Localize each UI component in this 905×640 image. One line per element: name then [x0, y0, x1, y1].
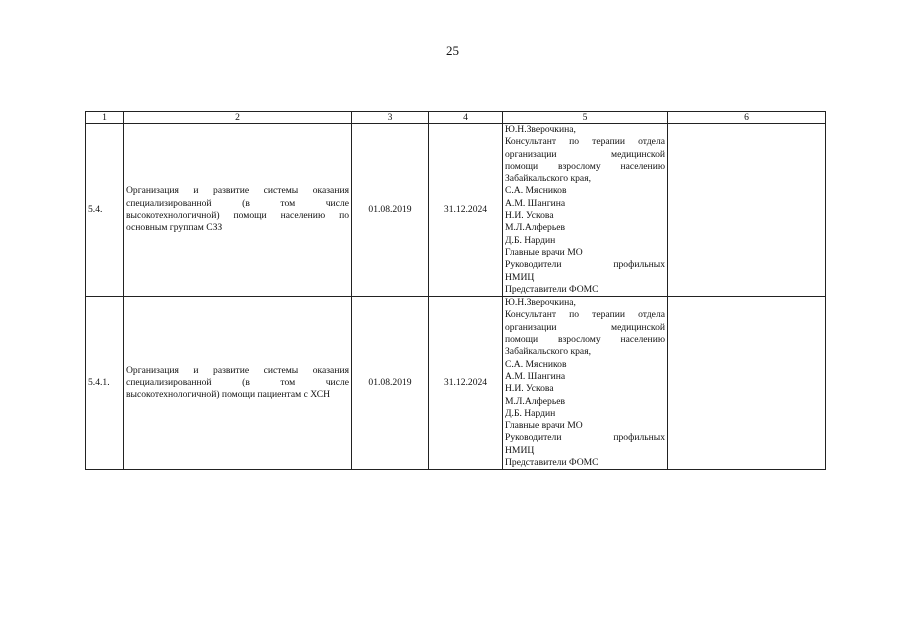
responsible-line: А.М. Шангина: [505, 197, 566, 209]
responsible-line: помощи взрослому населению: [505, 160, 665, 172]
responsible-line: Консультант по терапии отдела: [505, 309, 665, 321]
notes-cell: [668, 297, 826, 470]
responsible-line: Представители ФОМС: [505, 457, 599, 469]
responsible-line: НМИЦ: [505, 444, 535, 456]
activity-plan-table: [85, 111, 826, 470]
start-date: 01.08.2019: [352, 297, 429, 470]
column-number: 4: [429, 112, 503, 124]
column-number-row: [86, 112, 826, 124]
end-date: 31.12.2024: [429, 124, 503, 297]
responsible-line: Главные врачи МО: [505, 420, 583, 432]
responsible-line: С.А. Мясников: [505, 185, 567, 197]
column-number: 1: [86, 112, 124, 124]
responsible-line: Н.И. Ускова: [505, 383, 554, 395]
responsible-line: Главные врачи МО: [505, 246, 583, 258]
column-number: 3: [352, 112, 429, 124]
responsible-line: помощи взрослому населению: [505, 334, 665, 346]
responsible-line: А.М. Шангина: [505, 370, 566, 382]
responsible-line: Д.Б. Нардин: [505, 407, 556, 419]
responsible-line: организации медицинской: [505, 321, 665, 333]
responsible-line: Забайкальского края,: [505, 346, 592, 358]
responsible-line: НМИЦ: [505, 271, 535, 283]
responsible-list: [503, 297, 668, 470]
start-date: 01.08.2019: [352, 124, 429, 297]
column-number: 5: [503, 112, 668, 124]
responsible-line: Консультант по терапии отдела: [505, 136, 665, 148]
item-number: 5.4.: [86, 124, 124, 297]
responsible-line: С.А. Мясников: [505, 358, 567, 370]
responsible-line: Н.И. Ускова: [505, 210, 554, 222]
table-row: [86, 124, 826, 297]
page-number: 25: [446, 43, 459, 58]
item-number: 5.4.1.: [86, 297, 124, 470]
responsible-line: организации медицинской: [505, 148, 665, 160]
item-title: Организация и развитие системы оказания специализированной (в том числе высокотехнологичной) помощи пациентам с ХСН: [124, 297, 352, 470]
responsible-line: Представители ФОМС: [505, 283, 599, 295]
responsible-line: Руководители профильных: [505, 432, 665, 444]
end-date: 31.12.2024: [429, 297, 503, 470]
responsible-line: Ю.Н.Зверочкина,: [505, 124, 576, 135]
column-number: 6: [668, 112, 826, 124]
item-title: Организация и развитие системы оказания специализированной (в том числе высокотехнологичной) помощи населению по основным группам СЗЗ: [124, 124, 352, 297]
responsible-line: Ю.Н.Зверочкина,: [505, 297, 576, 309]
responsible-list: [503, 124, 668, 297]
responsible-line: Руководители профильных: [505, 259, 665, 271]
responsible-line: Д.Б. Нардин: [505, 234, 556, 246]
responsible-line: М.Л.Алферьев: [505, 395, 565, 407]
table-row: [86, 297, 826, 470]
responsible-line: Забайкальского края,: [505, 173, 592, 185]
notes-cell: [668, 124, 826, 297]
responsible-line: М.Л.Алферьев: [505, 222, 565, 234]
column-number: 2: [124, 112, 352, 124]
